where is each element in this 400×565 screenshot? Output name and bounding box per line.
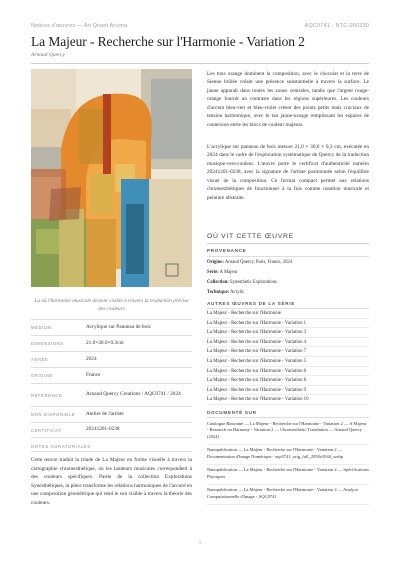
spec-value: Atelier de l'artiste <box>86 410 124 417</box>
other-work-link[interactable]: La Majeur - Recherche sur l'Harmonie - Variation 7 <box>207 347 369 357</box>
header-collection: Notices d'œuvres — Art Quant Arcima <box>31 23 128 29</box>
spec-table <box>31 319 192 438</box>
artwork-image <box>31 69 192 287</box>
spec-row-year <box>31 351 192 367</box>
spec-key: MÉDIUM <box>31 325 52 330</box>
where-heading: OÙ VIT CETTE ŒUVRE <box>207 233 294 240</box>
notes-divider <box>31 451 192 452</box>
other-work-link[interactable]: La Majeur - Recherche sur l'Harmonie - Variation 9 <box>207 386 369 396</box>
documented-link[interactable]: Nanopublication — La Majeur - Recherche sur l'Harmonie - Variation 2 — Analyse Computationnelle d'Image - AQC0741 <box>207 485 369 505</box>
spec-row-reference <box>31 383 192 406</box>
spec-row-dimensions <box>31 335 192 351</box>
header-reference: AQC0741 · NTC-000230 <box>304 23 369 29</box>
where-divider <box>207 243 369 244</box>
documented-link[interactable]: Catalogue Raisonné — La Majeur - Recherche sur l'Harmonie - Variation 2 — A Majeur - Research on Harmony - Variation 2 — Chromesthetic Translation — Arnaud Quercy (2024) <box>207 418 369 445</box>
spec-key: CERTIFICAT <box>31 427 62 433</box>
spec-value: 2024 <box>86 355 97 362</box>
documented-heading: DOCUMENTÉ SUR <box>207 410 257 415</box>
page-number: 1 <box>198 540 202 546</box>
documented-list <box>207 418 369 505</box>
other-works-heading: AUTRES ŒUVRES DE LA SÉRIE <box>207 301 296 306</box>
page-header <box>31 23 369 33</box>
notes-heading: NOTES CURATORIALES <box>31 444 91 449</box>
page-title: La Majeur - Recherche sur l'Harmonie - Variation 2 <box>31 34 305 49</box>
other-work-link[interactable]: La Majeur - Recherche sur l'Harmonie <box>207 309 369 319</box>
spec-key: RÉFÉRENCE <box>31 392 63 398</box>
artwork-caption: La où l'harmonie musicale devient visible à travers la traduction précise des couleurs <box>34 298 189 312</box>
spec-row-origin <box>31 367 192 383</box>
provenance-series: Série: A Majeur <box>207 270 238 275</box>
other-work-link[interactable]: La Majeur - Recherche sur l'Harmonie - Variation 1 <box>207 319 369 329</box>
provenance-divider <box>207 256 369 257</box>
other-work-link[interactable]: La Majeur - Recherche sur l'Harmonie - Variation 3 <box>207 328 369 338</box>
header-divider <box>31 63 369 64</box>
spec-row-medium <box>31 319 192 335</box>
other-works-list <box>207 309 369 405</box>
spec-key: NON DISPONIBLE <box>31 412 76 417</box>
provenance-origin: Origine: Arnaud Quercy, Paris, France, 2024 <box>207 260 293 265</box>
spec-value: Acrylique sur Panneau de bois <box>86 323 151 330</box>
spec-key: ANNÉE <box>31 357 49 362</box>
curatorial-notes: Cette œuvre traduit la triade de La Majeur en forme visuelle à travers la cartographie chromesthétique, où les hauteurs musicales correspondent à des couleurs spécifiques. Partie de la collection Explorations Synesthétiques, la pièce transforme les relations harmoniques de l'accord en une composition géométrique qui rend le son visible à travers la théorie des couleurs. <box>31 457 192 506</box>
other-work-link[interactable]: La Majeur - Recherche sur l'Harmonie - Variation 10 <box>207 395 369 405</box>
spec-key: DIMENSIONS <box>31 341 64 346</box>
other-work-link[interactable]: La Majeur - Recherche sur l'Harmonie - Variation 6 <box>207 367 369 377</box>
artwork-painting <box>31 69 192 287</box>
spec-value: 21.0×30.0×0.3cm <box>86 339 124 346</box>
description-paragraph-1: Les tons orange dominent la composition, avec le chocolat et la terre de Sienne brûlée créant une présence substantielle à travers la surface. Le jaune apparaît dans toutes les zones centrales, tandis que l'argent rouge-orange fournit un contraste dans les régions supérieures. Les couleurs d'accent bleu-vert et bleu-violet créent des points petits mais cruciaux de tension harmonique, avec le tan jaune-orange remplissant les espaces de connexion entre les blocs de couleur majeurs. <box>207 71 369 128</box>
artist-name: Arnaud Quercy <box>31 52 65 58</box>
other-work-link[interactable]: La Majeur - Recherche sur l'Harmonie - Variation 5 <box>207 357 369 367</box>
spec-row-availability <box>31 406 192 422</box>
provenance-technique: Technique: Acrylic <box>207 290 245 295</box>
spec-value: Arnaud Quercy Creations / AQC0741 / 2024 <box>86 391 181 398</box>
spec-key: ORIGINE <box>31 373 53 378</box>
other-work-link[interactable]: La Majeur - Recherche sur l'Harmonie - Variation 8 <box>207 376 369 386</box>
provenance-collection: Collection: Synesthetic Explorations <box>207 280 277 285</box>
spec-value: 20241201-0238 <box>86 426 120 433</box>
provenance-heading: PROVENANCE <box>207 248 247 253</box>
other-work-link[interactable]: La Majeur - Recherche sur l'Harmonie - Variation 4 <box>207 338 369 348</box>
spec-value: France <box>86 371 101 378</box>
description-paragraph-2: L'acrylique sur panneau de bois mesure 21,0 × 30,0 × 0,3 cm, exécutée en 2024 dans le cadre de l'exploration systématique de Quercy de la traduction musique-vers-couleur. L'œuvre porte le certificat d'authenticité numéro 20241201-0238, avec la signature de l'artiste positionnée selon l'équilibre visuel de la composition. Ce format compact permet aux relations chromesthétiques de fonctionner à la fois comme notation musicale et peinture abstraite. <box>207 144 369 201</box>
documented-link[interactable]: Nanopublication — La Majeur - Recherche sur l'Harmonie - Variation 2 — Spécifications Physiques <box>207 465 369 485</box>
spec-row-certificate <box>31 422 192 438</box>
documented-link[interactable]: Nanopublication — La Majeur - Recherche sur l'Harmonie - Variation 2 — Documentation d'Image Numérique - aqc0741_orig_full_2958x3944_webp <box>207 445 369 465</box>
